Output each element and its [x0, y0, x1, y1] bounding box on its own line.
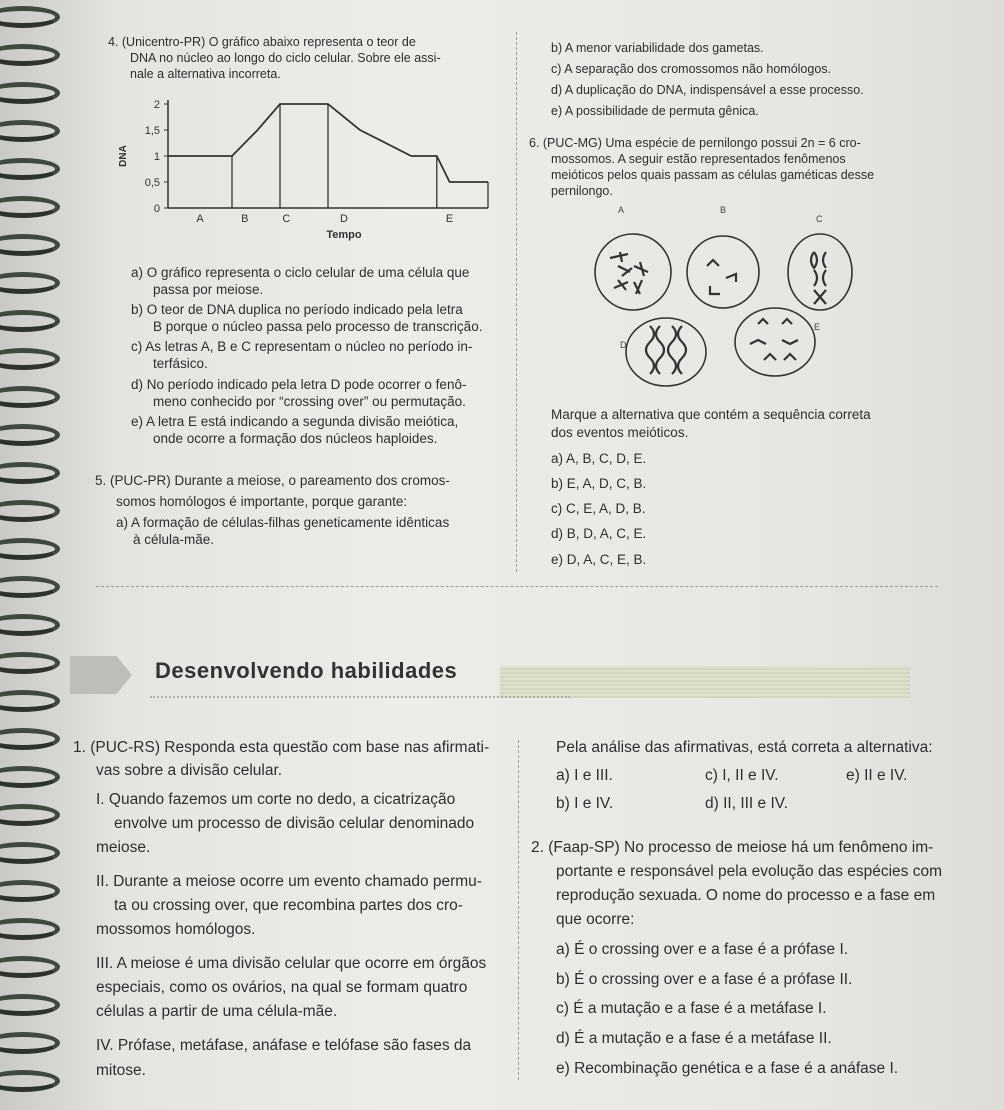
meiosis-diagrams: [570, 200, 900, 390]
s2-option-e: e) Recombinação genética e a fase é a anáfase I.: [556, 1060, 899, 1077]
dna-content-chart: [118, 92, 498, 244]
spiral-ring: [0, 234, 60, 256]
spiral-ring: [0, 196, 60, 218]
spiral-ring: [0, 538, 60, 560]
q5-stem-line1: 5. (PUC-PR) Durante a meiose, o pareamento dos cromos-: [95, 473, 450, 488]
spiral-ring: [0, 500, 60, 522]
s2-stem-line2: portante e responsável pela evolução das espécies com: [556, 863, 943, 880]
spiral-ring: [0, 424, 60, 446]
s2-option-d: d) É a mutação e a fase é a metáfase II.: [556, 1030, 832, 1047]
q4-option-e-line2: onde ocorre a formação dos núcleos haploides.: [153, 431, 438, 446]
s1-item3-line2: especiais, como os ovários, na qual se formam quatro: [96, 979, 468, 996]
spiral-ring: [0, 310, 60, 332]
q6-option-d: d) B, D, A, C, E.: [551, 526, 647, 541]
y-axis-label: DNA: [118, 145, 129, 167]
q5-option-b: b) A menor variabilidade dos gametas.: [551, 41, 764, 55]
q5-option-a-line2: à célula-mãe.: [133, 532, 215, 547]
q4-option-a-line1: a) O gráfico representa o ciclo celular de uma célula que: [131, 265, 470, 280]
q5-option-c: c) A separação dos cromossomos não homólogos.: [551, 62, 832, 76]
cell-d: [626, 318, 706, 386]
s2-stem-line1: 2. (Faap-SP) No processo de meiose há um fenômeno im-: [531, 839, 934, 856]
s1-item3-line1: III. A meiose é uma divisão celular que ocorre em órgãos: [96, 955, 487, 972]
x-category-label: A: [196, 213, 204, 225]
spiral-ring: [0, 348, 60, 370]
s1-option-c: c) I, II e IV.: [705, 767, 779, 784]
cell-label-d: D: [620, 340, 627, 350]
s2-option-c: c) É a mutação e a fase é a metáfase I.: [556, 1000, 827, 1017]
banner-arrow-icon: [70, 656, 132, 694]
s1-option-a: a) I e III.: [556, 767, 613, 784]
spiral-ring: [0, 272, 60, 294]
s1-item2-line2: ta ou crossing over, que recombina partes dos cro-: [114, 897, 463, 914]
section-title: Desenvolvendo habilidades: [155, 658, 458, 683]
column-divider-bottom: [518, 740, 519, 1080]
cell-c: [788, 234, 852, 310]
q6-stem-line3: meióticos pelos quais passam as células gaméticas desse: [551, 168, 875, 182]
s2-option-b: b) É o crossing over e a fase é a prófase II.: [556, 971, 853, 988]
y-tick-label: 0,5: [144, 177, 160, 189]
spiral-ring: [0, 652, 60, 674]
q5-option-e: e) A possibilidade de permuta gênica.: [551, 104, 759, 118]
y-tick-label: 1,5: [144, 125, 160, 137]
cell-label-b: B: [720, 205, 727, 215]
s1-item1-line1: I. Quando fazemos um corte no dedo, a cicatrização: [96, 791, 456, 808]
s1-item3-line3: células a partir de uma célula-mãe.: [96, 1003, 338, 1020]
spiral-ring: [0, 386, 60, 408]
banner-stripes: [500, 666, 910, 698]
spiral-ring: [0, 880, 60, 902]
cell-b: [687, 236, 759, 308]
s1-stem-line2: vas sobre a divisão celular.: [96, 762, 283, 779]
s1-option-d: d) II, III e IV.: [705, 795, 788, 812]
spiral-ring: [0, 576, 60, 598]
section-divider: [96, 586, 938, 587]
cell-e: [735, 308, 815, 376]
s1-option-e: e) II e IV.: [846, 767, 908, 784]
spiral-ring: [0, 1070, 60, 1092]
q4-option-d-line1: d) No período indicado pela letra D pode ocorrer o fenô-: [131, 377, 467, 392]
s1-item1-line3: meiose.: [96, 839, 151, 856]
spiral-ring: [0, 120, 60, 142]
spiral-ring: [0, 158, 60, 180]
x-category-label: C: [282, 213, 291, 225]
s1-item1-line2: envolve um processo de divisão celular denominado: [114, 815, 475, 832]
spiral-ring: [0, 690, 60, 712]
spiral-ring: [0, 956, 60, 978]
spiral-ring: [0, 728, 60, 750]
q6-prompt-line2: dos eventos meióticos.: [551, 425, 689, 440]
spiral-ring: [0, 804, 60, 826]
spiral-ring: [0, 614, 60, 636]
q4-option-c-line1: c) As letras A, B e C representam o núcleo no período in-: [131, 339, 473, 354]
q6-option-c: c) C, E, A, D, B.: [551, 501, 646, 516]
s1-option-b: b) I e IV.: [556, 795, 614, 812]
s2-stem-line4: que ocorre:: [556, 911, 635, 928]
q6-prompt-line1: Marque a alternativa que contém a sequência correta: [551, 407, 871, 422]
s1-item2-line1: II. Durante a meiose ocorre um evento chamado permu-: [96, 873, 482, 890]
spiral-ring: [0, 766, 60, 788]
spiral-ring: [0, 918, 60, 940]
cell-label-e: E: [814, 322, 821, 332]
spiral-ring: [0, 1032, 60, 1054]
q6-stem-line4: pernilongo.: [551, 184, 613, 198]
s1-item4-line1: IV. Prófase, metáfase, anáfase e telófase são fases da: [96, 1037, 472, 1054]
s1-item2-line3: mossomos homólogos.: [96, 921, 256, 938]
banner-dotted-line: [150, 696, 570, 698]
cell-a: [595, 234, 671, 310]
q4-stem-line2: DNA no núcleo ao longo do ciclo celular. Sobre ele assi-: [130, 51, 441, 65]
s2-stem-line3: reprodução sexuada. O nome do processo e a fase em: [556, 887, 936, 904]
section-banner: [70, 652, 910, 698]
q4-option-b-line1: b) O teor de DNA duplica no período indicado pela letra: [131, 302, 463, 317]
q4-stem-line1: 4. (Unicentro-PR) O gráfico abaixo representa o teor de: [108, 35, 416, 49]
q5-stem-line2: somos homólogos é importante, porque garante:: [116, 494, 408, 509]
spiral-ring: [0, 842, 60, 864]
q4-option-e-line1: e) A letra E está indicando a segunda divisão meiótica,: [131, 414, 459, 429]
x-axis-label: Tempo: [326, 229, 362, 241]
y-tick-label: 2: [153, 99, 160, 111]
q4-option-d-line2: meno conhecido por “crossing over” ou permutação.: [153, 394, 466, 409]
q6-option-a: a) A, B, C, D, E.: [551, 451, 647, 466]
q4-option-c-line2: terfásico.: [153, 356, 208, 371]
q5-option-d: d) A duplicação do DNA, indispensável a esse processo.: [551, 83, 864, 97]
cell-label-c: C: [816, 214, 823, 224]
s1-prompt: Pela análise das afirmativas, está correta a alternativa:: [556, 739, 933, 756]
q5-option-a-line1: a) A formação de células-filhas geneticamente idênticas: [116, 515, 450, 530]
x-category-label: E: [445, 213, 454, 225]
spiral-ring: [0, 994, 60, 1016]
q6-option-e: e) D, A, C, E, B.: [551, 552, 647, 567]
s2-option-a: a) É o crossing over e a fase é a prófase I.: [556, 941, 849, 958]
y-tick-label: 1: [153, 151, 160, 163]
y-tick-label: 0: [153, 203, 160, 215]
q4-stem-line3: nale a alternativa incorreta.: [130, 67, 281, 81]
q4-option-a-line2: passa por meiose.: [153, 282, 264, 297]
spiral-ring: [0, 82, 60, 104]
s1-stem-line1: 1. (PUC-RS) Responda esta questão com base nas afirmati-: [73, 739, 490, 756]
q6-stem-line1: 6. (PUC-MG) Uma espécie de pernilongo possui 2n = 6 cro-: [529, 136, 861, 150]
q6-stem-line2: mossomos. A seguir estão representados fenômenos: [551, 152, 846, 166]
cell-label-a: A: [618, 205, 625, 215]
spiral-ring: [0, 462, 60, 484]
q4-option-b-line2: B porque o núcleo passa pelo processo de transcrição.: [153, 319, 483, 334]
column-divider-top: [516, 32, 517, 572]
x-category-label: D: [340, 213, 348, 225]
spiral-ring: [0, 6, 60, 28]
q6-option-b: b) E, A, D, C, B.: [551, 476, 647, 491]
x-category-label: B: [241, 213, 249, 225]
s1-item4-line2: mitose.: [96, 1062, 146, 1079]
spiral-ring: [0, 44, 60, 66]
spiral-binding: [0, 0, 60, 1110]
